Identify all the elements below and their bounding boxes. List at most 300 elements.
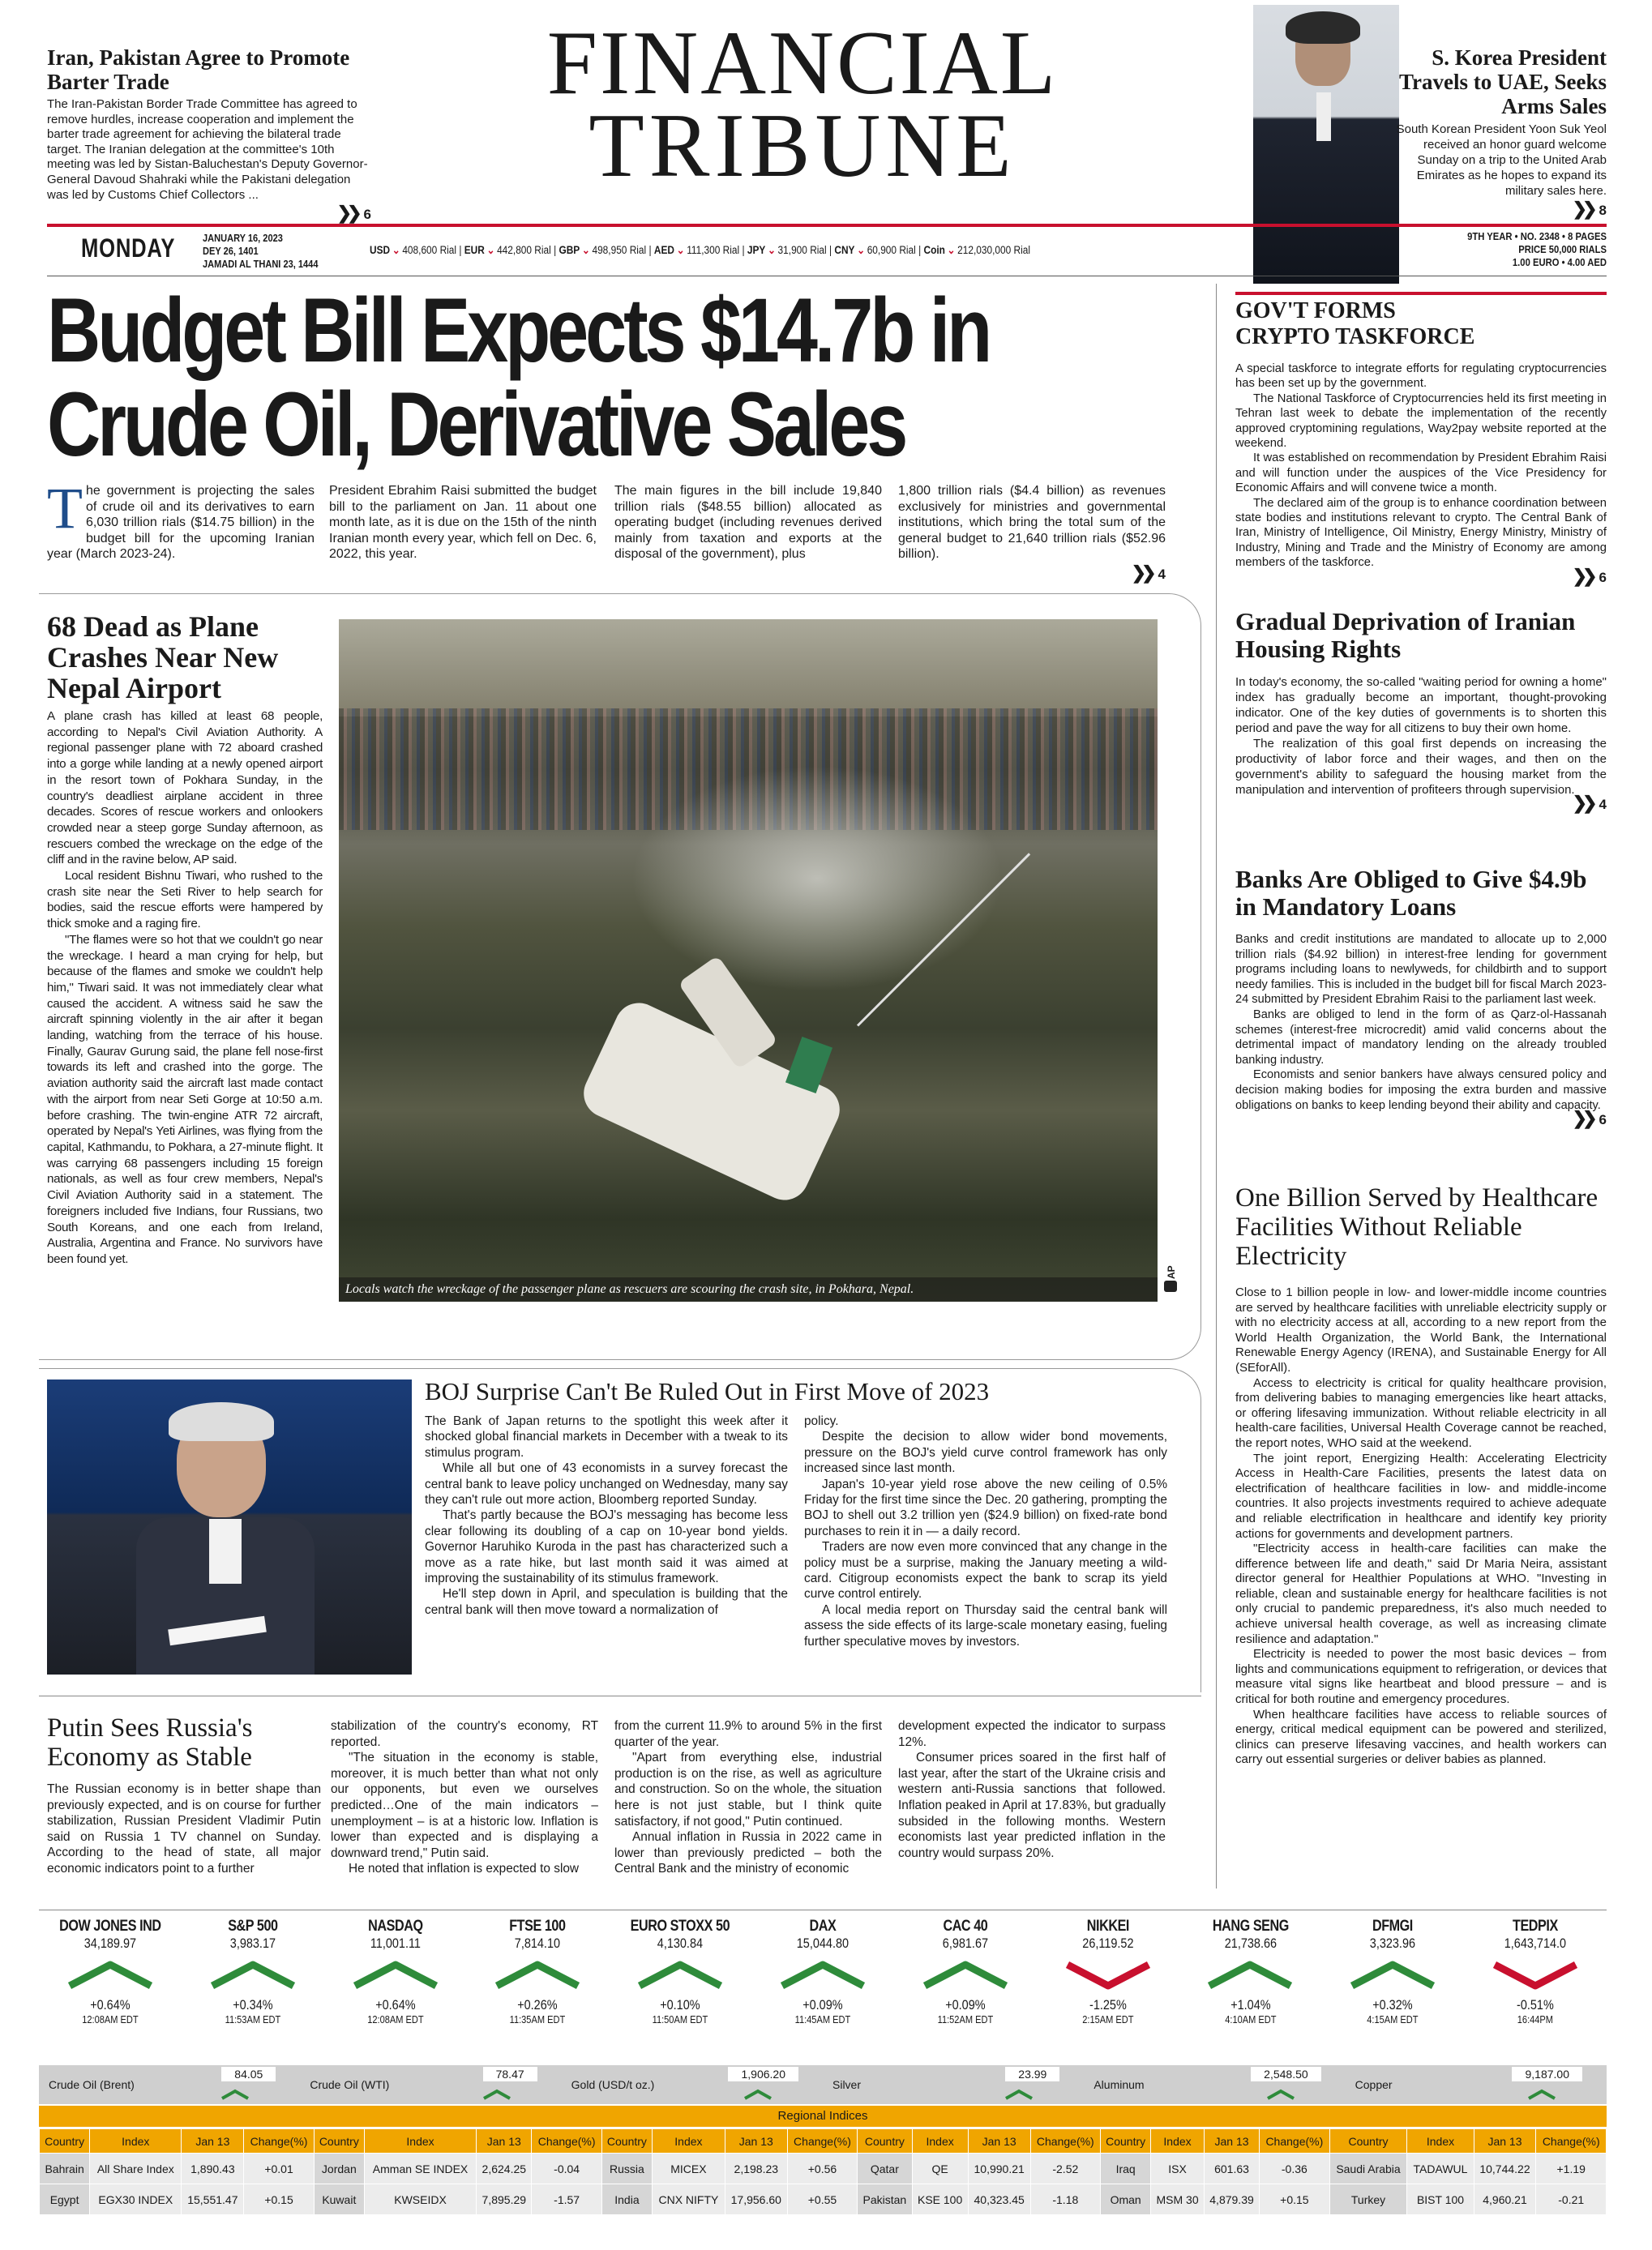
table-cell: -0.36 [1260,2154,1329,2184]
photo-credit [1164,1265,1180,1305]
table-cell: 17,956.60 [725,2184,787,2215]
table-cell: +1.19 [1536,2154,1607,2184]
market-index [1464,1918,1607,2025]
table-cell: Kuwait [314,2184,364,2215]
paragraph: Despite the decision to allow wider bond movements, pressure on the BOJ's yield curve control framework has only increased since last month. [804,1430,1167,1476]
commodity-value: 78.47 [483,2067,537,2081]
table-header-cell: Country [1329,2129,1407,2154]
table-header-cell: Country [858,2129,912,2154]
paragraph: "Apart from everything else, industrial production is on the rise, as well as agriculture and construction. So on the whole, the situation here is not just stable, but I think quite satisfactory, if not good," Putin continued. [614,1751,882,1829]
table-cell: Iraq [1101,2154,1151,2184]
commodity-value: 9,187.00 [1512,2067,1582,2081]
paragraph: A special taskforce to integrate efforts for regulating cryptocurrencies has been set up by the government. [1235,362,1607,391]
index-name: S&P 500 [228,1918,278,1935]
jump-link[interactable]: ❯❯ 4 [1572,793,1607,813]
table-cell: EGX30 INDEX [90,2184,182,2215]
korea-president-photo [1253,5,1399,284]
day-label: MONDAY [81,233,176,263]
down-arrow-icon: ⌄ [392,244,400,256]
paragraph: policy. [804,1414,839,1428]
index-change: +0.09% [802,1997,843,2013]
table-cell: Pakistan [858,2184,912,2215]
table-cell: Amman SE INDEX [364,2154,476,2184]
camera-icon [1164,1281,1177,1292]
trend-down-icon [1470,1953,1600,1997]
table-header-cell: Jan 13 [182,2129,244,2154]
table-header-cell: Change(%) [532,2129,601,2154]
putin-col-3 [614,1718,882,1877]
paragraph: The Bank of Japan returns to the spotlight this week after it shocked global financial markets in December with a tweak to its stimulus program. [425,1414,788,1460]
market-indices [39,1918,1607,2064]
market-index [39,1918,182,2025]
trend-up-icon [1185,1953,1315,1997]
index-name: DFMGI [1372,1918,1414,1935]
jump-link[interactable]: ❯❯ 6 [336,203,371,224]
rate-gbp [559,244,653,256]
trend-up-icon [758,1953,888,1997]
boj-col-1 [425,1414,788,1618]
commodity-name: Crude Oil (Brent) [49,2078,135,2091]
table-header-cell: Jan 13 [477,2129,532,2154]
trend-up-icon [1328,1953,1457,1997]
table-cell: 10,990.21 [968,2154,1030,2184]
table-header-cell: Index [1407,2129,1474,2154]
table-cell: +0.55 [787,2184,857,2215]
paragraph: Traders are now even more convinced that any change in the policy must be a surprise, making the January meeting a wild-card. Citigroup economists expect the bank to scrap its yield curve control entirely. [804,1540,1167,1602]
trend-up-icon [615,1953,745,1997]
paragraph: "Electricity access in health-care facilities can make the difference between life and death," said Dr Maria Neira, assistant director general for Healthier Populations at WHO. "Investing in reliable, clean and sustainable energy for healthcare facilities is not only crucial to pandemic preparedness, it's also much needed to achieve universal health coverage, as well as increasing climate resilience and adaptation." [1235,1542,1607,1646]
index-change: +0.64% [374,1997,416,2013]
paragraph: It was established on recommendation by President Ebrahim Raisi and will function under the auspices of the Vice Presidency for Economic Affairs and will convene twice a month. [1235,451,1607,495]
down-arrow-icon: ⌄ [486,244,495,256]
rate-cny [834,244,923,256]
index-value: 26,119.52 [1082,1936,1134,1951]
paragraph: "The flames were so hot that we couldn't go near the wreckage. I heard a man crying for help, but because of the flames and smoke we couldn't help him," Tiwari said. It was not immediately clear what caused the accident. A witness said he saw the aircraft spinning violently in the air after it began landing, watching from the terrace of his house. Finally, Gaurav Gurung said, the plane fell nose-first towards its left and crashed into the gorge. The aviation authority said the aircraft last made contact with the airport from near Seti Gorge at 10:50 a.m. before crashing. The twin-engine ATR 72 aircraft, operated by Nepal's Yeti Airlines, was flying from the capital, Kathmandu, to Pokhara, a 27-minute flight. It was carrying 68 passengers including 15 foreign nationals, as well as four crew members, Nepal's Civil Aviation Authority said in a statement. The foreigners included five Indians, four Russians, two South Koreans, and one each from Ireland, Australia, Argentina and France. No survivors have been found yet. [47,932,323,1266]
boj-col-2 [804,1414,1167,1649]
right-column-rule [1216,284,1217,1889]
paragraph: While all but one of 43 economists in a survey forecast the central bank to leave policy unchanged on Wednesday, many say they can't rule out more action, Bloomberg reported Sunday. [425,1461,788,1508]
paragraph: The realization of this goal first depends on increasing the productivity of labor force and their wages, and then on the government's ability to safeguard the housing market from the manipulation and intervention of profiteers through supervision. [1235,737,1607,797]
table-cell: Jordan [314,2154,364,2184]
rate-value: 442,800 Rial [497,244,551,256]
table-cell: 601.63 [1204,2154,1259,2184]
index-change: -0.51% [1517,1997,1554,2013]
body: South Korean President Yoon Suk Yeol received an honor guard welcome Sunday on a trip to the United Arab Emirates as he hopes to expand its military sales here. [1396,122,1607,198]
headline: One Billion Served by Healthcare Facilities Without Reliable Electricity [1235,1183,1599,1271]
trend-up-icon [901,1953,1030,1997]
index-change: +1.04% [1230,1997,1271,2013]
index-time: 11:45AM EDT [794,2013,851,2025]
putin-col-1: The Russian economy is in better shape than previously expected, and is on course for further stabilization, Russian President Vladimir Putin said on Russia 1 TV channel on Sunday. According to the head of state, all major economic indicators point to a further [47,1782,321,1876]
table-cell: All Share Index [90,2154,182,2184]
table-cell: 2,198.23 [725,2154,787,2184]
commodity-name: Aluminum [1093,2078,1145,2091]
paragraph: Close to 1 billion people in low- and lower-middle income countries are served by healthcare facilities with unreliable electricity supply or with no electricity access at all, according to a new report from the World Health Organization, the World Bank, the International Renewable Energy Agency (IRENA), and Sustainable Energy for All (SEforAll). [1235,1285,1607,1375]
table-cell: KSE 100 [912,2184,968,2215]
lead-headline [47,280,1198,475]
table-cell: -0.04 [532,2154,601,2184]
paragraph: development expected the indicator to surpass 12%. [898,1719,1166,1749]
table-cell: 1,890.43 [182,2154,244,2184]
rate-coin [923,244,1029,256]
jump-link[interactable]: ❯❯ 4 [1131,562,1166,583]
index-value: 1,643,714.0 [1504,1936,1567,1951]
paragraph: Consumer prices soared in the first half of last year, after the start of the Ukraine crisis and western anti-Russia sanctions that followed. Inflation peaked in April at 17.83%, but gradually subsided in the following months. Western economists last year predicted inflation in the country would surpass 20%. [898,1751,1166,1860]
commodity-name: Crude Oil (WTI) [310,2078,390,2091]
price-foreign-line: 1.00 EURO • 4.00 AED [1512,257,1607,268]
headline: 68 Dead as Plane Crashes Near New Nepal Airport [47,610,279,704]
table-cell: QE [912,2154,968,2184]
rate-usd [370,244,464,256]
body [1235,932,1607,1113]
commodity-value: 2,548.50 [1251,2067,1321,2081]
index-change: +0.34% [233,1997,273,2013]
separator: | [646,244,654,256]
date-block [203,232,318,271]
rate-currency: JPY [747,244,766,256]
market-index [1037,1918,1179,2025]
commodity [562,2065,823,2104]
table-cell: CNX NIFTY [653,2184,725,2215]
red-rule [1235,292,1607,295]
rate-value: 498,950 Rial [592,244,647,256]
crash-story [47,611,323,1268]
paragraph: Access to electricity is critical for quality healthcare provision, from delivering babies to managing emergencies like heart attacks, or offering lifesaving immunization. Without reliable electricity in all health-care facilities, Universal Health Coverage cannot be reached, the report notes, WHO said at the weekend. [1235,1375,1607,1450]
date-persian: DEY 26, 1401 [203,245,259,257]
paragraph: "The situation in the economy is stable, moreover, it is much better than what not only our opponents, but even we ourselves predicted…One of the main indicators – unemployment – is at a historic low. Inflation is lower than expected and is displaying a downward trend," Putin said. [331,1751,598,1860]
index-change: -1.25% [1089,1997,1127,2013]
lead-col-4 [898,483,1166,584]
table-cell: Turkey [1329,2184,1407,2215]
rate-currency: Coin [923,244,945,256]
separator: | [826,244,835,256]
brief-iran-pakistan [47,45,371,224]
jump-link[interactable]: ❯❯ 6 [1572,565,1607,586]
index-value: 34,189.97 [83,1936,137,1951]
rate-currency: GBP [559,244,580,256]
headline: Banks Are Obliged to Give $4.9b in Mandatory Loans [1235,865,1587,921]
lead-text-4: 1,800 trillion rials ($4.4 billion) as revenues exclusively for ministries and governmental institutions, which bring the total sum of the general budget to 21,640 trillion rials ($52.96 billion). [898,484,1166,562]
table-cell: 15,551.47 [182,2184,244,2215]
body [1235,1285,1607,1768]
table-cell: +0.15 [244,2184,314,2215]
paragraph: Economists and senior bankers have always censured policy and decision making bodies for imposing the extra burden and massive obligations on banks to keep lending beyond their ability and capacity. [1235,1068,1607,1112]
index-change: +0.26% [517,1997,559,2013]
rate-jpy [747,244,835,256]
trend-up-icon [1526,2088,1558,2101]
index-time: 16:44PM [1517,2013,1554,2025]
table-cell: -0.21 [1536,2184,1607,2215]
down-arrow-icon: ⌄ [581,244,590,256]
paragraph: Banks and credit institutions are mandated to allocate up to 2,000 trillion rials ($4.92 billion) in interest-free lending for government programs including loans to newlyweds, for childbirth and to support needy families. This is included in the budget bill for fiscal March 2023-24 submitted by President Ebrahim Raisi to the parliament last week. [1235,933,1607,1007]
market-index [1321,1918,1464,2025]
body [1235,674,1607,798]
jump-link[interactable]: ❯❯ 8 [1572,199,1607,219]
table-cell: -2.52 [1030,2154,1100,2184]
regional-title: Regional Indices [777,2109,868,2123]
market-index [894,1918,1037,2025]
table-cell: India [601,2184,652,2215]
market-index [182,1918,324,2025]
market-index [324,1918,467,2025]
lead-text-1: he government is projecting the sales of crude oil and its derivatives to earn 6,030 trillion rials ($14.75 billion) in the budget bill for the upcoming Iranian year (March 2023-24). [47,484,315,562]
trend-up-icon [742,2088,774,2101]
table-cell: Egypt [40,2184,90,2215]
housing-story [1235,608,1607,814]
table-header-cell: Jan 13 [725,2129,787,2154]
rate-currency: EUR [464,244,485,256]
index-name: DOW JONES IND [59,1918,161,1935]
headline: BOJ Surprise Can't Be Ruled Out in First Move of 2023 [425,1377,990,1405]
market-index [1179,1918,1322,2025]
paragraph: When healthcare facilities have access to reliable sources of energy, critical medical equipment can be powered and sterilized, clinics can preserve lifesaving vaccines, and health workers can carry out essential surgeries or deliver babies as planned. [1235,1707,1607,1767]
banks-story [1235,866,1607,1129]
masthead-line2: TRIBUNE [588,96,1016,196]
regional-indices-table [39,2128,1607,2215]
paragraph: Local resident Bishnu Tiwari, who rushed to the crash site near the Seti River to help search for bodies, said the rescue efforts were hampered by thick smoke and a raging fire. [47,869,323,931]
index-time: 12:08AM EDT [366,2013,424,2025]
crypto-story [1235,292,1607,587]
market-index [466,1918,609,2025]
table-cell: -1.57 [532,2184,601,2215]
health-story [1235,1183,1607,1768]
rate-value: 60,900 Rial [867,244,916,256]
commodity-value: 23.99 [1005,2067,1059,2081]
index-value: 3,323.96 [1370,1936,1416,1951]
headline: GOV'T FORMS CRYPTO TASKFORCE [1235,298,1475,349]
rate-currency: USD [370,244,391,256]
commodity-value: 1,906.20 [728,2067,798,2081]
table-header-cell: Country [601,2129,652,2154]
table-cell: Russia [601,2154,652,2184]
issue-info [1444,230,1607,269]
commodity-name: Gold (USD/t oz.) [571,2078,655,2091]
lead-headline-line1: Budget Bill Expects $14.7b in [47,280,990,381]
table-cell: +0.15 [1260,2184,1329,2215]
trend-up-icon [331,1953,460,1997]
table-header-cell: Index [653,2129,725,2154]
index-name: NASDAQ [367,1918,423,1935]
table-header-cell: Country [40,2129,90,2154]
rate-currency: AED [653,244,674,256]
table-cell: ISX [1151,2154,1205,2184]
putin-story [47,1713,321,1877]
index-change: +0.10% [660,1997,700,2013]
index-value: 7,814.10 [515,1936,561,1951]
date-hijri: JAMADI AL THANI 23, 1444 [203,258,319,270]
index-name: NIKKEI [1086,1918,1129,1935]
commodity-value: 84.05 [221,2067,276,2081]
table-cell: Saudi Arabia [1329,2154,1407,2184]
table-header-cell: Change(%) [1260,2129,1329,2154]
table-header-cell: Jan 13 [1474,2129,1536,2154]
paragraph: Electricity is needed to power the most basic devices – from lights and communications equipment to refrigeration, or devices that measure vital signs like heartbeat and blood pressure – and is critical for both routine and emergency procedures. [1235,1647,1607,1707]
crash-site-photo [339,619,1158,1302]
table-header-cell: Jan 13 [968,2129,1030,2154]
headline: S. Korea President Travels to UAE, Seeks Arms Sales [1399,45,1607,118]
table-header-cell: Index [90,2129,182,2154]
index-name: CAC 40 [943,1918,988,1935]
exchange-rates [370,244,1030,257]
table-cell: Qatar [858,2154,912,2184]
paragraph: He'll step down in April, and speculation is building that the central bank will then move toward a normalization of [425,1587,788,1617]
headline: Putin Sees Russia's Economy as Stable [47,1713,253,1772]
table-cell: KWSEIDX [364,2184,476,2215]
photo-caption: Locals watch the wreckage of the passenger plane as rescuers are scouring the crash site, in Pokhara, Nepal. [339,1277,1158,1302]
headline: Iran, Pakistan Agree to Promote Barter Trade [47,45,350,94]
index-name: HANG SENG [1212,1918,1289,1935]
rate-aed [654,244,747,256]
rate-value: 212,030,000 Rial [957,244,1030,256]
trend-up-icon [481,2088,513,2101]
table-header-cell: Country [314,2129,364,2154]
rate-value: 31,900 Rial [777,244,827,256]
index-change: +0.32% [1372,1997,1413,2013]
down-arrow-icon: ⌄ [857,244,866,256]
index-time: 11:52AM EDT [937,2013,994,2025]
separator: | [550,244,559,256]
lead-col-3: The main figures in the bill include 19,840 trillion rials ($48.55 billion) allocated as operating budget (including revenues derived mainly from taxation and exports at the disposal of the government), plus [614,484,882,562]
paragraph: A plane crash has killed at least 68 people, according to Nepal's Civil Aviation Authority. A regional passenger plane with 72 aboard crashed into a gorge while landing at a newly opened airport in the resort town of Pokhara Sunday, in the country's deadliest airplane accident in three decades. Scores of rescue workers and onlookers crowded near a steep gorge Sunday afternoon, as rescuers combed the wreckage on the edge of the cliff and in the ravine below, AP said. [47,709,323,867]
regional-title-bar [39,2106,1607,2127]
index-time: 11:50AM EDT [652,2013,708,2025]
paragraph: The joint report, Energizing Health: Accelerating Electricity Access in Health-Care Facilities, presents the latest data on electrification of healthcare facilities in low- and middle-income countries. It also projects investments required to achieve adequate and reliable electrification in healthcare and identify key priority actions for governments and development partners. [1235,1451,1607,1541]
table-header-row [40,2129,1607,2154]
lead-col-1 [47,476,315,562]
table-cell: 40,323.45 [968,2184,1030,2215]
index-name: DAX [809,1918,837,1935]
table-header-cell: Jan 13 [1204,2129,1259,2154]
headline: Gradual Deprivation of Iranian Housing Rights [1235,607,1576,663]
index-change: +0.09% [945,1997,986,2013]
table-header-cell: Index [912,2129,968,2154]
commodity-name: Silver [832,2078,862,2091]
brief-korea-uae [1389,45,1607,220]
index-time: 11:35AM EDT [510,2013,566,2025]
index-time: 4:15AM EDT [1367,2013,1419,2025]
masthead-title [381,13,1224,196]
lead-headline-line2: Crude Oil, Derivative Sales [47,374,905,475]
paragraph: Japan's 10-year yield rose above the new ceiling of 0.5% Friday for the first time since the Dec. 20 gathering, prompting the BOJ to shell out 3.2 trillion yen ($24.9 billion) on fixed-rate bond purchases to rein it in — a daily record. [804,1477,1167,1538]
trend-up-icon [1003,2088,1035,2101]
body: The Iran-Pakistan Border Trade Committee has agreed to remove hurdles, increase cooperation and implement the barter trade agreement for achieving the bilateral trade target. The Iranian delegation at the committee's 10th meeting was led by Sistan-Baluchestan's Deputy Governor-General Davoud Shahraki while the Pakistani delegation was led by Customs Chief Collectors ... [47,97,368,202]
masthead-rule [47,224,1607,227]
table-header-cell: Change(%) [244,2129,314,2154]
table-cell: TADAWUL [1407,2154,1474,2184]
paragraph: He noted that inflation is expected to slow [349,1862,580,1876]
putin-col-4 [898,1718,1166,1861]
commodity [1346,2065,1607,2104]
paragraph: That's partly because the BOJ's messaging has become less clear following its doubling of a cap on 10-year bond yields. Governor Haruhiko Kuroda in the past has characterized such a move as a rate hike, but last month said it was aimed at improving the sustainability of its stimulus framework. [425,1508,788,1586]
index-value: 3,983.17 [229,1936,276,1951]
table-cell: 10,744.22 [1474,2154,1536,2184]
index-time: 2:15AM EDT [1081,2013,1134,2025]
down-arrow-icon: ⌄ [676,244,685,256]
market-index [751,1918,894,2025]
credit-text: AP [1166,1265,1177,1279]
paragraph: A local media report on Thursday said the central bank will assess the side effects of its large-scale monetary easing, fueling further speculative moves by investors. [804,1602,1167,1649]
index-value: 21,738.66 [1224,1936,1277,1951]
table-cell: BIST 100 [1407,2184,1474,2215]
table-header-cell: Change(%) [1030,2129,1100,2154]
dropcap: T [47,476,83,541]
paragraph: Annual inflation in Russia in 2022 came in lower than previously predicted – both the Central Bank and the ministry of economic [614,1830,882,1876]
paragraph: from the current 11.9% to around 5% in the first quarter of the year. [614,1719,882,1749]
table-header-cell: Index [1151,2129,1205,2154]
index-value: 15,044.80 [796,1936,850,1951]
index-time: 11:53AM EDT [225,2013,281,2025]
separator: | [739,244,747,256]
putin-col-2 [331,1718,598,1877]
issue-line: 9TH YEAR • NO. 2348 • 8 PAGES [1467,231,1607,242]
trend-down-icon [1043,1953,1173,1997]
table-header-cell: Index [364,2129,476,2154]
paragraph: The declared aim of the group is to enhance coordination between state bodies and institutions relevant to crypto. The Central Bank of Iran, Ministry of Intelligence, Oil Ministry, Energy Ministry, Ministry of Industry, Mining and Trade and the Ministry of Economy are among members of the taskforce. [1235,496,1607,570]
date-gregorian: JANUARY 16, 2023 [203,232,283,244]
index-value: 11,001.11 [370,1936,421,1951]
trend-up-icon [188,1953,318,1997]
index-value: 4,130.84 [657,1936,704,1951]
table-cell: 4,960.21 [1474,2184,1536,2215]
index-name: EURO STOXX 50 [630,1918,730,1935]
index-name: FTSE 100 [509,1918,567,1935]
rate-value: 408,600 Rial [402,244,457,256]
index-change: +0.64% [90,1997,131,2013]
down-arrow-icon: ⌄ [947,244,956,256]
index-time: 12:08AM EDT [82,2013,139,2025]
price-line: PRICE 50,000 RIALS [1518,244,1607,255]
trend-up-icon [473,1953,602,1997]
market-index [609,1918,751,2025]
table-header-cell: Country [1101,2129,1151,2154]
commodity [39,2065,300,2104]
table-cell: 2,624.25 [477,2154,532,2184]
rate-eur [464,244,559,256]
commodity [300,2065,561,2104]
index-value: 6,981.67 [942,1936,988,1951]
trend-up-icon [219,2088,251,2101]
table-cell: +0.56 [787,2154,857,2184]
rate-value: 111,300 Rial [687,244,740,256]
lead-col-2: President Ebrahim Raisi submitted the budget bill to the parliament on Jan. 11 about one month late, as it is due on the 15th of the ninth Iranian month every year, which fell on Dec. 6, 2022, this year. [329,484,597,562]
table-cell: Oman [1101,2184,1151,2215]
trend-up-icon [45,1953,175,1997]
commodity-name: Copper [1355,2078,1393,2091]
index-time: 4:10AM EDT [1224,2013,1277,2025]
commodity [1084,2065,1345,2104]
index-name: TEDPIX [1513,1918,1558,1935]
table-cell: 7,895.29 [477,2184,532,2215]
down-arrow-icon: ⌄ [767,244,776,256]
commodity-bar [39,2065,1607,2104]
jump-link[interactable]: ❯❯ 6 [1572,1108,1607,1129]
kuroda-photo [47,1380,412,1675]
paragraph: Banks are obliged to lend in the form of as Qarz-ol-Hassanah schemes (interest-free microcredit) amid valid concerns about the detrimental impact of mandatory lending on the already troubled banking industry. [1235,1007,1607,1067]
table-row [40,2154,1607,2184]
paragraph: The National Taskforce of Cryptocurrencies held its first meeting in Tehran last week to debate the implementation of the recently approved cryptomining regulations, Way2pay website reported at the weekend. [1235,391,1607,451]
table-cell: -1.18 [1030,2184,1100,2215]
table-cell: +0.01 [244,2154,314,2184]
table-row [40,2184,1607,2215]
table-cell: MICEX [653,2154,725,2184]
table-cell: 4,879.39 [1204,2184,1259,2215]
table-header-cell: Change(%) [787,2129,857,2154]
body [47,708,323,1268]
boj-story [425,1378,1190,1405]
body [1235,361,1607,571]
separator: | [456,244,464,256]
table-cell: Bahrain [40,2154,90,2184]
